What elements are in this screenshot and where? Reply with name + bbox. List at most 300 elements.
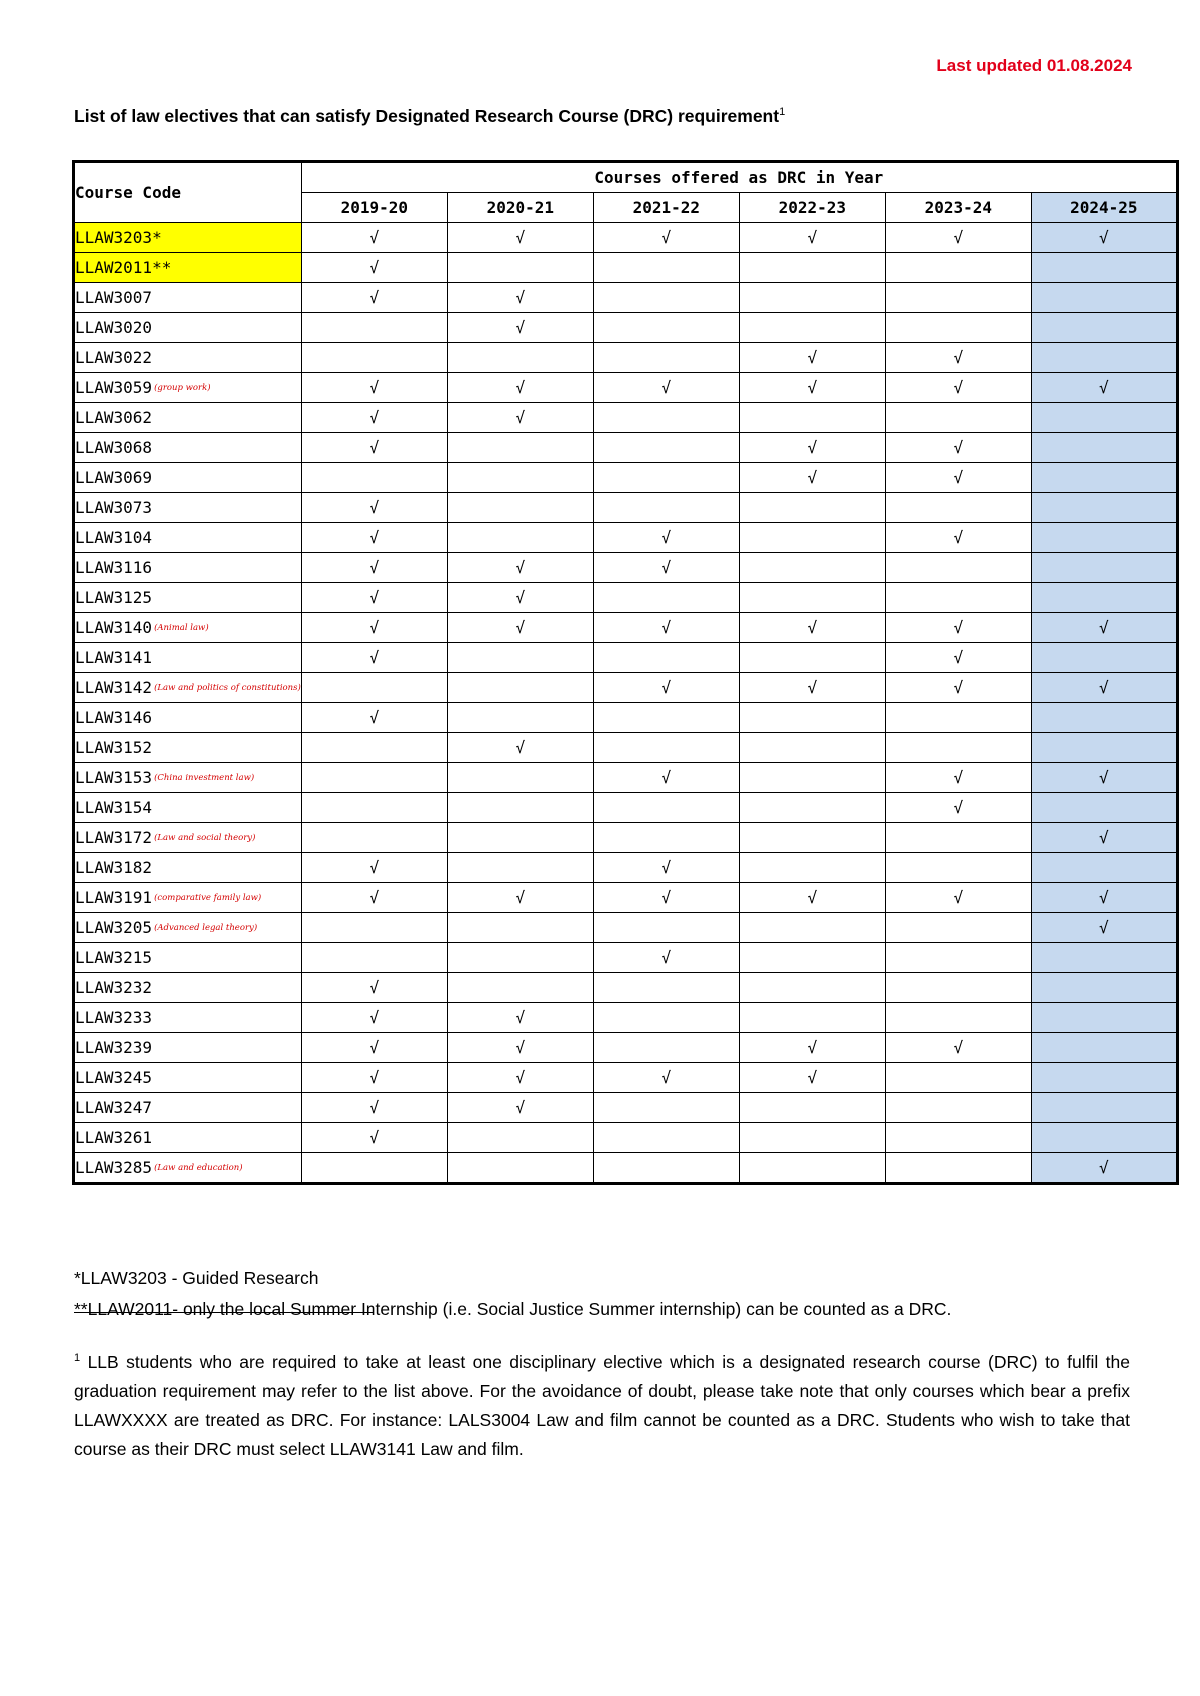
- year-cell: [447, 253, 593, 283]
- year-cell: [1031, 733, 1177, 763]
- year-cell: [739, 853, 885, 883]
- check-mark-icon: √: [369, 528, 380, 547]
- year-cell: [447, 1123, 593, 1153]
- year-cell: [885, 583, 1031, 613]
- year-cell: [1031, 253, 1177, 283]
- table-row: [74, 343, 1178, 373]
- drc-table: [72, 160, 1179, 1185]
- year-cell: [1031, 613, 1177, 643]
- course-code-cell: [74, 1033, 302, 1063]
- year-cell: [593, 943, 739, 973]
- year-cell: [1031, 523, 1177, 553]
- year-cell: [739, 643, 885, 673]
- check-mark-icon: √: [953, 678, 964, 697]
- course-code-cell: [74, 463, 302, 493]
- course-code: LLAW3172: [75, 828, 153, 847]
- course-code: LLAW3233: [75, 1008, 153, 1027]
- check-mark-icon: √: [515, 588, 526, 607]
- course-code-cell: [74, 373, 302, 403]
- year-cell: [739, 583, 885, 613]
- year-cell: [447, 553, 593, 583]
- table-row: [74, 703, 1178, 733]
- check-mark-icon: √: [661, 858, 672, 877]
- year-cell: [739, 523, 885, 553]
- check-mark-icon: √: [807, 468, 818, 487]
- check-mark-icon: √: [369, 648, 380, 667]
- year-cell: [447, 643, 593, 673]
- year-cell: [593, 493, 739, 523]
- year-cell: [447, 313, 593, 343]
- course-code-cell: [74, 553, 302, 583]
- year-cell: [1031, 283, 1177, 313]
- handwritten-note: (China investment law): [154, 773, 255, 783]
- table-header-row: [74, 162, 1178, 193]
- year-cell: [301, 1123, 447, 1153]
- course-code: LLAW3116: [75, 558, 153, 577]
- check-mark-icon: √: [515, 558, 526, 577]
- year-cell: [301, 823, 447, 853]
- title-footnote-marker: 1: [779, 106, 786, 119]
- course-code: LLAW3191: [75, 888, 153, 907]
- table-row: [74, 553, 1178, 583]
- table-row: [74, 463, 1178, 493]
- course-code: LLAW3152: [75, 738, 153, 757]
- check-mark-icon: √: [953, 888, 964, 907]
- course-code-cell: [74, 763, 302, 793]
- course-code: LLAW3261: [75, 1128, 153, 1147]
- year-cell: [301, 463, 447, 493]
- footnote-marker: 1: [74, 1352, 81, 1364]
- check-mark-icon: √: [515, 618, 526, 637]
- year-cell: [885, 973, 1031, 1003]
- year-cell: [739, 283, 885, 313]
- year-cell: [1031, 793, 1177, 823]
- year-cell: [593, 733, 739, 763]
- year-cell: [739, 313, 885, 343]
- check-mark-icon: √: [515, 228, 526, 247]
- year-cell: [1031, 1033, 1177, 1063]
- year-cell: [593, 223, 739, 253]
- check-mark-icon: √: [515, 1068, 526, 1087]
- year-cell: [593, 763, 739, 793]
- course-code: LLAW3068: [75, 438, 153, 457]
- course-code: LLAW3245: [75, 1068, 153, 1087]
- year-cell: [739, 493, 885, 523]
- year-cell: [301, 853, 447, 883]
- table-row: [74, 313, 1178, 343]
- year-cell: [301, 763, 447, 793]
- course-code: LLAW2011**: [75, 258, 172, 277]
- year-cell: [1031, 823, 1177, 853]
- year-cell: [301, 493, 447, 523]
- year-cell: [301, 1003, 447, 1033]
- year-cell: [739, 463, 885, 493]
- year-cell: [593, 1033, 739, 1063]
- table-row: [74, 523, 1178, 553]
- year-header: 2024-25: [1031, 193, 1177, 223]
- check-mark-icon: √: [369, 288, 380, 307]
- year-cell: [593, 1123, 739, 1153]
- year-cell: [593, 343, 739, 373]
- year-cell: [1031, 1063, 1177, 1093]
- table-row: [74, 1093, 1178, 1123]
- year-cell: [739, 973, 885, 1003]
- check-mark-icon: √: [953, 768, 964, 787]
- course-code-cell: [74, 223, 302, 253]
- course-code: LLAW3205: [75, 918, 153, 937]
- course-code-cell: [74, 1153, 302, 1184]
- year-cell: [301, 703, 447, 733]
- check-mark-icon: √: [953, 468, 964, 487]
- check-mark-icon: √: [953, 348, 964, 367]
- year-cell: [301, 1063, 447, 1093]
- years-span-header: Courses offered as DRC in Year: [301, 162, 1177, 193]
- year-cell: [885, 1093, 1031, 1123]
- check-mark-icon: √: [369, 618, 380, 637]
- year-cell: [447, 583, 593, 613]
- year-cell: [885, 763, 1031, 793]
- course-code: LLAW3203*: [75, 228, 162, 247]
- check-mark-icon: √: [369, 558, 380, 577]
- year-cell: [739, 403, 885, 433]
- year-cell: [885, 1063, 1031, 1093]
- check-mark-icon: √: [953, 648, 964, 667]
- table-row: [74, 583, 1178, 613]
- check-mark-icon: √: [369, 498, 380, 517]
- year-cell: [739, 823, 885, 853]
- year-cell: [739, 553, 885, 583]
- check-mark-icon: √: [807, 1068, 818, 1087]
- check-mark-icon: √: [515, 288, 526, 307]
- table-row: [74, 223, 1178, 253]
- year-cell: [301, 523, 447, 553]
- course-code: LLAW3285: [75, 1158, 153, 1177]
- check-mark-icon: √: [1099, 768, 1109, 787]
- year-cell: [301, 583, 447, 613]
- document-title: [74, 106, 785, 127]
- year-cell: [447, 1033, 593, 1063]
- check-mark-icon: √: [661, 1068, 672, 1087]
- year-cell: [885, 283, 1031, 313]
- check-mark-icon: √: [1099, 828, 1109, 847]
- year-cell: [301, 283, 447, 313]
- check-mark-icon: √: [369, 978, 380, 997]
- course-code-cell: [74, 403, 302, 433]
- table-row: [74, 373, 1178, 403]
- check-mark-icon: √: [369, 378, 380, 397]
- footnote: [74, 1344, 1130, 1464]
- course-code: LLAW3007: [75, 288, 153, 307]
- year-cell: [447, 673, 593, 703]
- course-code-cell: [74, 1003, 302, 1033]
- year-cell: [593, 883, 739, 913]
- year-cell: [1031, 223, 1177, 253]
- year-cell: [447, 463, 593, 493]
- year-cell: [885, 1003, 1031, 1033]
- year-cell: [1031, 883, 1177, 913]
- course-code-cell: [74, 583, 302, 613]
- year-cell: [593, 553, 739, 583]
- year-cell: [301, 1033, 447, 1063]
- year-cell: [885, 553, 1031, 583]
- course-code-cell: [74, 253, 302, 283]
- year-cell: [739, 223, 885, 253]
- year-cell: [593, 373, 739, 403]
- course-code: LLAW3154: [75, 798, 153, 817]
- check-mark-icon: √: [369, 1128, 380, 1147]
- course-code: LLAW3182: [75, 858, 153, 877]
- year-cell: [593, 253, 739, 283]
- check-mark-icon: √: [661, 228, 672, 247]
- course-code-cell: [74, 703, 302, 733]
- year-cell: [593, 583, 739, 613]
- year-cell: [739, 373, 885, 403]
- course-code-cell: [74, 313, 302, 343]
- year-cell: [447, 493, 593, 523]
- course-code: LLAW3141: [75, 648, 153, 667]
- check-mark-icon: √: [369, 1038, 380, 1057]
- handwritten-note: (comparative family law): [154, 893, 262, 903]
- year-cell: [447, 613, 593, 643]
- year-cell: [1031, 313, 1177, 343]
- course-code: LLAW3073: [75, 498, 153, 517]
- year-cell: [447, 763, 593, 793]
- year-cell: [739, 1003, 885, 1033]
- check-mark-icon: √: [1099, 228, 1109, 247]
- course-code: LLAW3232: [75, 978, 153, 997]
- year-cell: [739, 913, 885, 943]
- check-mark-icon: √: [807, 888, 818, 907]
- year-cell: [301, 913, 447, 943]
- check-mark-icon: √: [1099, 1158, 1109, 1177]
- course-code-cell: [74, 613, 302, 643]
- year-cell: [447, 703, 593, 733]
- course-code-cell: [74, 283, 302, 313]
- check-mark-icon: √: [661, 558, 672, 577]
- course-code: LLAW3142: [75, 678, 153, 697]
- table-notes: [74, 1268, 1134, 1330]
- handwritten-note: (Animal law): [154, 623, 209, 633]
- table-row: [74, 1003, 1178, 1033]
- year-cell: [1031, 973, 1177, 1003]
- year-cell: [593, 1063, 739, 1093]
- table-row: [74, 823, 1178, 853]
- year-cell: [301, 433, 447, 463]
- note-guided-research: *LLAW3203 - Guided Research: [74, 1268, 319, 1288]
- year-cell: [885, 883, 1031, 913]
- year-cell: [1031, 1153, 1177, 1184]
- year-cell: [593, 523, 739, 553]
- year-cell: [1031, 493, 1177, 523]
- check-mark-icon: √: [807, 1038, 818, 1057]
- check-mark-icon: √: [369, 408, 380, 427]
- check-mark-icon: √: [369, 438, 380, 457]
- year-cell: [1031, 343, 1177, 373]
- course-code: LLAW3247: [75, 1098, 153, 1117]
- course-code-cell: [74, 493, 302, 523]
- course-code-cell: [74, 913, 302, 943]
- check-mark-icon: √: [1099, 678, 1109, 697]
- year-cell: [739, 613, 885, 643]
- course-code-cell: [74, 523, 302, 553]
- year-cell: [593, 1093, 739, 1123]
- course-code-header: Course Code: [74, 162, 302, 223]
- check-mark-icon: √: [807, 678, 818, 697]
- table-row: [74, 793, 1178, 823]
- course-code-cell: [74, 943, 302, 973]
- year-cell: [301, 1153, 447, 1184]
- handwritten-note: (group work): [154, 383, 211, 393]
- year-cell: [447, 343, 593, 373]
- year-cell: [447, 943, 593, 973]
- year-header: 2023-24: [885, 193, 1031, 223]
- year-cell: [301, 793, 447, 823]
- check-mark-icon: √: [661, 528, 672, 547]
- check-mark-icon: √: [661, 888, 672, 907]
- year-cell: [301, 253, 447, 283]
- year-cell: [447, 973, 593, 1003]
- year-cell: [1031, 433, 1177, 463]
- year-cell: [1031, 703, 1177, 733]
- course-code-cell: [74, 793, 302, 823]
- check-mark-icon: √: [807, 438, 818, 457]
- year-cell: [593, 283, 739, 313]
- year-cell: [739, 1033, 885, 1063]
- course-code: LLAW3059: [75, 378, 153, 397]
- year-cell: [739, 793, 885, 823]
- table-row: [74, 673, 1178, 703]
- year-cell: [1031, 1003, 1177, 1033]
- year-header: 2020-21: [447, 193, 593, 223]
- course-code-cell: [74, 643, 302, 673]
- year-cell: [1031, 853, 1177, 883]
- table-row: [74, 883, 1178, 913]
- year-cell: [447, 1093, 593, 1123]
- check-mark-icon: √: [953, 228, 964, 247]
- year-cell: [739, 1153, 885, 1184]
- table-row: [74, 733, 1178, 763]
- check-mark-icon: √: [661, 378, 672, 397]
- year-cell: [447, 403, 593, 433]
- check-mark-icon: √: [515, 408, 526, 427]
- year-header: 2021-22: [593, 193, 739, 223]
- course-code: LLAW3146: [75, 708, 153, 727]
- year-cell: [301, 403, 447, 433]
- year-cell: [885, 613, 1031, 643]
- check-mark-icon: √: [807, 378, 818, 397]
- year-cell: [301, 943, 447, 973]
- course-code: LLAW3069: [75, 468, 153, 487]
- check-mark-icon: √: [515, 378, 526, 397]
- year-cell: [885, 823, 1031, 853]
- year-cell: [301, 313, 447, 343]
- check-mark-icon: √: [369, 258, 380, 277]
- year-cell: [301, 343, 447, 373]
- year-cell: [885, 403, 1031, 433]
- course-code: LLAW3020: [75, 318, 153, 337]
- year-cell: [885, 703, 1031, 733]
- course-code-cell: [74, 1063, 302, 1093]
- check-mark-icon: √: [661, 618, 672, 637]
- year-cell: [1031, 403, 1177, 433]
- note-summer-internship: **LLAW2011- only the local Summer Internship (i.e. Social Justice Summer internship) can be counted as a DRC.: [74, 1299, 952, 1319]
- table-row: [74, 943, 1178, 973]
- table-body: [74, 223, 1178, 1184]
- year-cell: [1031, 763, 1177, 793]
- year-cell: [447, 283, 593, 313]
- check-mark-icon: √: [369, 1098, 380, 1117]
- year-cell: [593, 703, 739, 733]
- year-cell: [593, 313, 739, 343]
- year-cell: [593, 1153, 739, 1184]
- year-cell: [447, 1063, 593, 1093]
- year-header: 2019-20: [301, 193, 447, 223]
- year-cell: [885, 913, 1031, 943]
- table-row: [74, 913, 1178, 943]
- year-cell: [885, 1033, 1031, 1063]
- year-cell: [739, 703, 885, 733]
- year-cell: [301, 883, 447, 913]
- course-code-cell: [74, 433, 302, 463]
- last-updated-label: Last updated 01.08.2024: [936, 56, 1132, 75]
- course-code-cell: [74, 823, 302, 853]
- table-row: [74, 1123, 1178, 1153]
- year-cell: [593, 823, 739, 853]
- course-code: LLAW3062: [75, 408, 153, 427]
- footnote-text: LLB students who are required to take at least one disciplinary elective which is a designated research course (DRC) to fulfil the graduation requirement may refer to the list above. For the avoidance of doubt, please take note that only courses which bear a prefix LLAWXXXX are treated as DRC. For instance: LALS3004 Law and film cannot be counted as a DRC. Students who wish to take that course as their DRC must select LLAW3141 Law and film.: [74, 1351, 1130, 1459]
- year-cell: [885, 223, 1031, 253]
- check-mark-icon: √: [515, 888, 526, 907]
- check-mark-icon: √: [953, 378, 964, 397]
- year-cell: [1031, 1093, 1177, 1123]
- handwritten-note: (Law and politics of constitutions): [154, 683, 301, 693]
- table-row: [74, 853, 1178, 883]
- check-mark-icon: √: [1099, 888, 1109, 907]
- year-cell: [301, 553, 447, 583]
- check-mark-icon: √: [369, 888, 380, 907]
- year-cell: [885, 523, 1031, 553]
- table-row: [74, 433, 1178, 463]
- year-cell: [301, 973, 447, 1003]
- year-cell: [593, 913, 739, 943]
- year-cell: [739, 1123, 885, 1153]
- check-mark-icon: √: [515, 1038, 526, 1057]
- year-cell: [593, 403, 739, 433]
- table-row: [74, 973, 1178, 1003]
- course-code-cell: [74, 1123, 302, 1153]
- year-cell: [447, 1153, 593, 1184]
- year-cell: [447, 883, 593, 913]
- table-row: [74, 643, 1178, 673]
- year-cell: [447, 373, 593, 403]
- course-code-cell: [74, 343, 302, 373]
- year-cell: [593, 973, 739, 1003]
- handwritten-note: (Law and education): [154, 1163, 243, 1173]
- year-cell: [739, 763, 885, 793]
- check-mark-icon: √: [807, 228, 818, 247]
- year-cell: [593, 673, 739, 703]
- year-cell: [301, 673, 447, 703]
- year-cell: [885, 313, 1031, 343]
- year-cell: [1031, 673, 1177, 703]
- course-code-cell: [74, 883, 302, 913]
- check-mark-icon: √: [661, 768, 672, 787]
- check-mark-icon: √: [515, 1008, 526, 1027]
- year-cell: [739, 1063, 885, 1093]
- table-row: [74, 283, 1178, 313]
- year-cell: [1031, 463, 1177, 493]
- year-cell: [301, 613, 447, 643]
